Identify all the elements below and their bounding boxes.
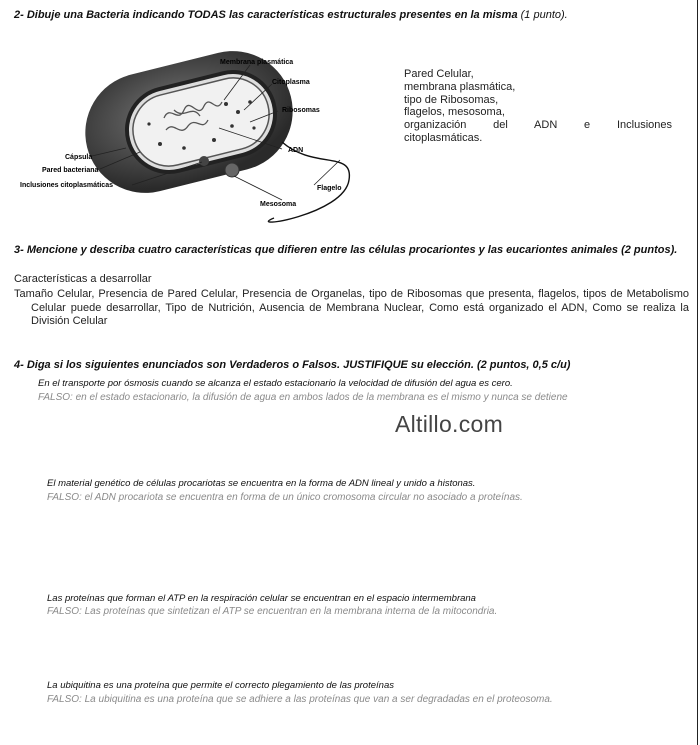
label-mesosoma: Mesosoma	[260, 201, 297, 208]
flagellum-shape	[268, 142, 349, 222]
statement-3: Las proteínas que forman el ATP en la respiración celular se encuentran en el espacio intermembrana	[47, 593, 476, 604]
answer-4-3: FALSO: Las proteínas que sintetizan el ATP se encuentran en la membrana interna de la mitocondria.	[47, 606, 498, 617]
label-pared: Pared bacteriana	[42, 167, 99, 174]
page-right-border	[697, 0, 698, 745]
question-4-title: 4- Diga si los siguientes enunciados son Verdaderos o Falsos. JUSTIFIQUE su elección. (2 puntos, 0,5 c/u)	[14, 359, 571, 371]
answer-4-1: FALSO: en el estado estacionario, la difusión de agua en ambos lados de la membrana es el mismo y nunca se detiene	[38, 392, 568, 403]
question-3-title: 3- Mencione y describa cuatro características que difieren entre las células procariontes y las eucariontes animales (2 puntos).	[14, 244, 678, 256]
answer-4-2: FALSO: el ADN procariota se encuentra en forma de un único cromosoma circular no asociado a proteínas.	[47, 492, 523, 503]
question-2-title: 2- Dibuje una Bacteria indicando TODAS las características estructurales presentes en la misma (1 punto).	[14, 9, 568, 21]
answer-2-line: tipo de Ribosomas,	[404, 93, 499, 106]
label-capsula: Cápsula	[65, 154, 93, 161]
statement-1: En el transporte por ósmosis cuando se alcanza el estado estacionario la velocidad de difusión del agua es cero.	[38, 378, 513, 389]
answer-2	[404, 68, 672, 145]
answer-2-line: organización del ADN e Inclusiones	[404, 119, 672, 132]
question-3-subtitle: Características a desarrollar	[14, 273, 152, 285]
label-ribosomas: Ribosomas	[282, 107, 320, 114]
inclusion-shape	[199, 156, 209, 166]
label-membrana: Membrana plasmática	[220, 59, 294, 66]
label-adn: ADN	[288, 147, 304, 154]
statement-4: La ubiquitina es una proteína que permite el correcto plegamiento de las proteínas	[47, 680, 394, 691]
answer-2-line: Pared Celular,	[404, 68, 474, 80]
answer-2-line: citoplasmáticas.	[404, 131, 483, 144]
statement-2: El material genético de células procariotas se encuentra en la forma de ADN lineal y unido a histonas.	[47, 478, 476, 489]
answer-3: Tamaño Celular, Presencia de Pared Celular, Presencia de Organelas, tipo de Ribosomas que presenta, flagelos, tipos de Metabolismo Celular puede desarrollar, Tipo de Nutrición, Ausencia de Membrana Nuclear, Como está organizado el ADN, Como se realiza la División Celular	[14, 288, 689, 328]
answer-4-4: FALSO: La ubiquitina es una proteína que se adhiere a las proteínas que van a ser degradadas en el proteosoma.	[47, 694, 553, 705]
answer-2-line: flagelos, mesosoma,	[404, 106, 505, 119]
label-citoplasma: Citoplasma	[272, 79, 310, 86]
answer-2-line: membrana plasmática,	[404, 80, 516, 93]
label-flagelo: Flagelo	[317, 185, 342, 192]
mesosome-shape	[225, 163, 239, 177]
label-inclusiones: Inclusiones citoplasmáticas	[20, 182, 113, 189]
bacteria-diagram	[14, 40, 384, 230]
watermark: Altillo.com	[395, 411, 504, 437]
